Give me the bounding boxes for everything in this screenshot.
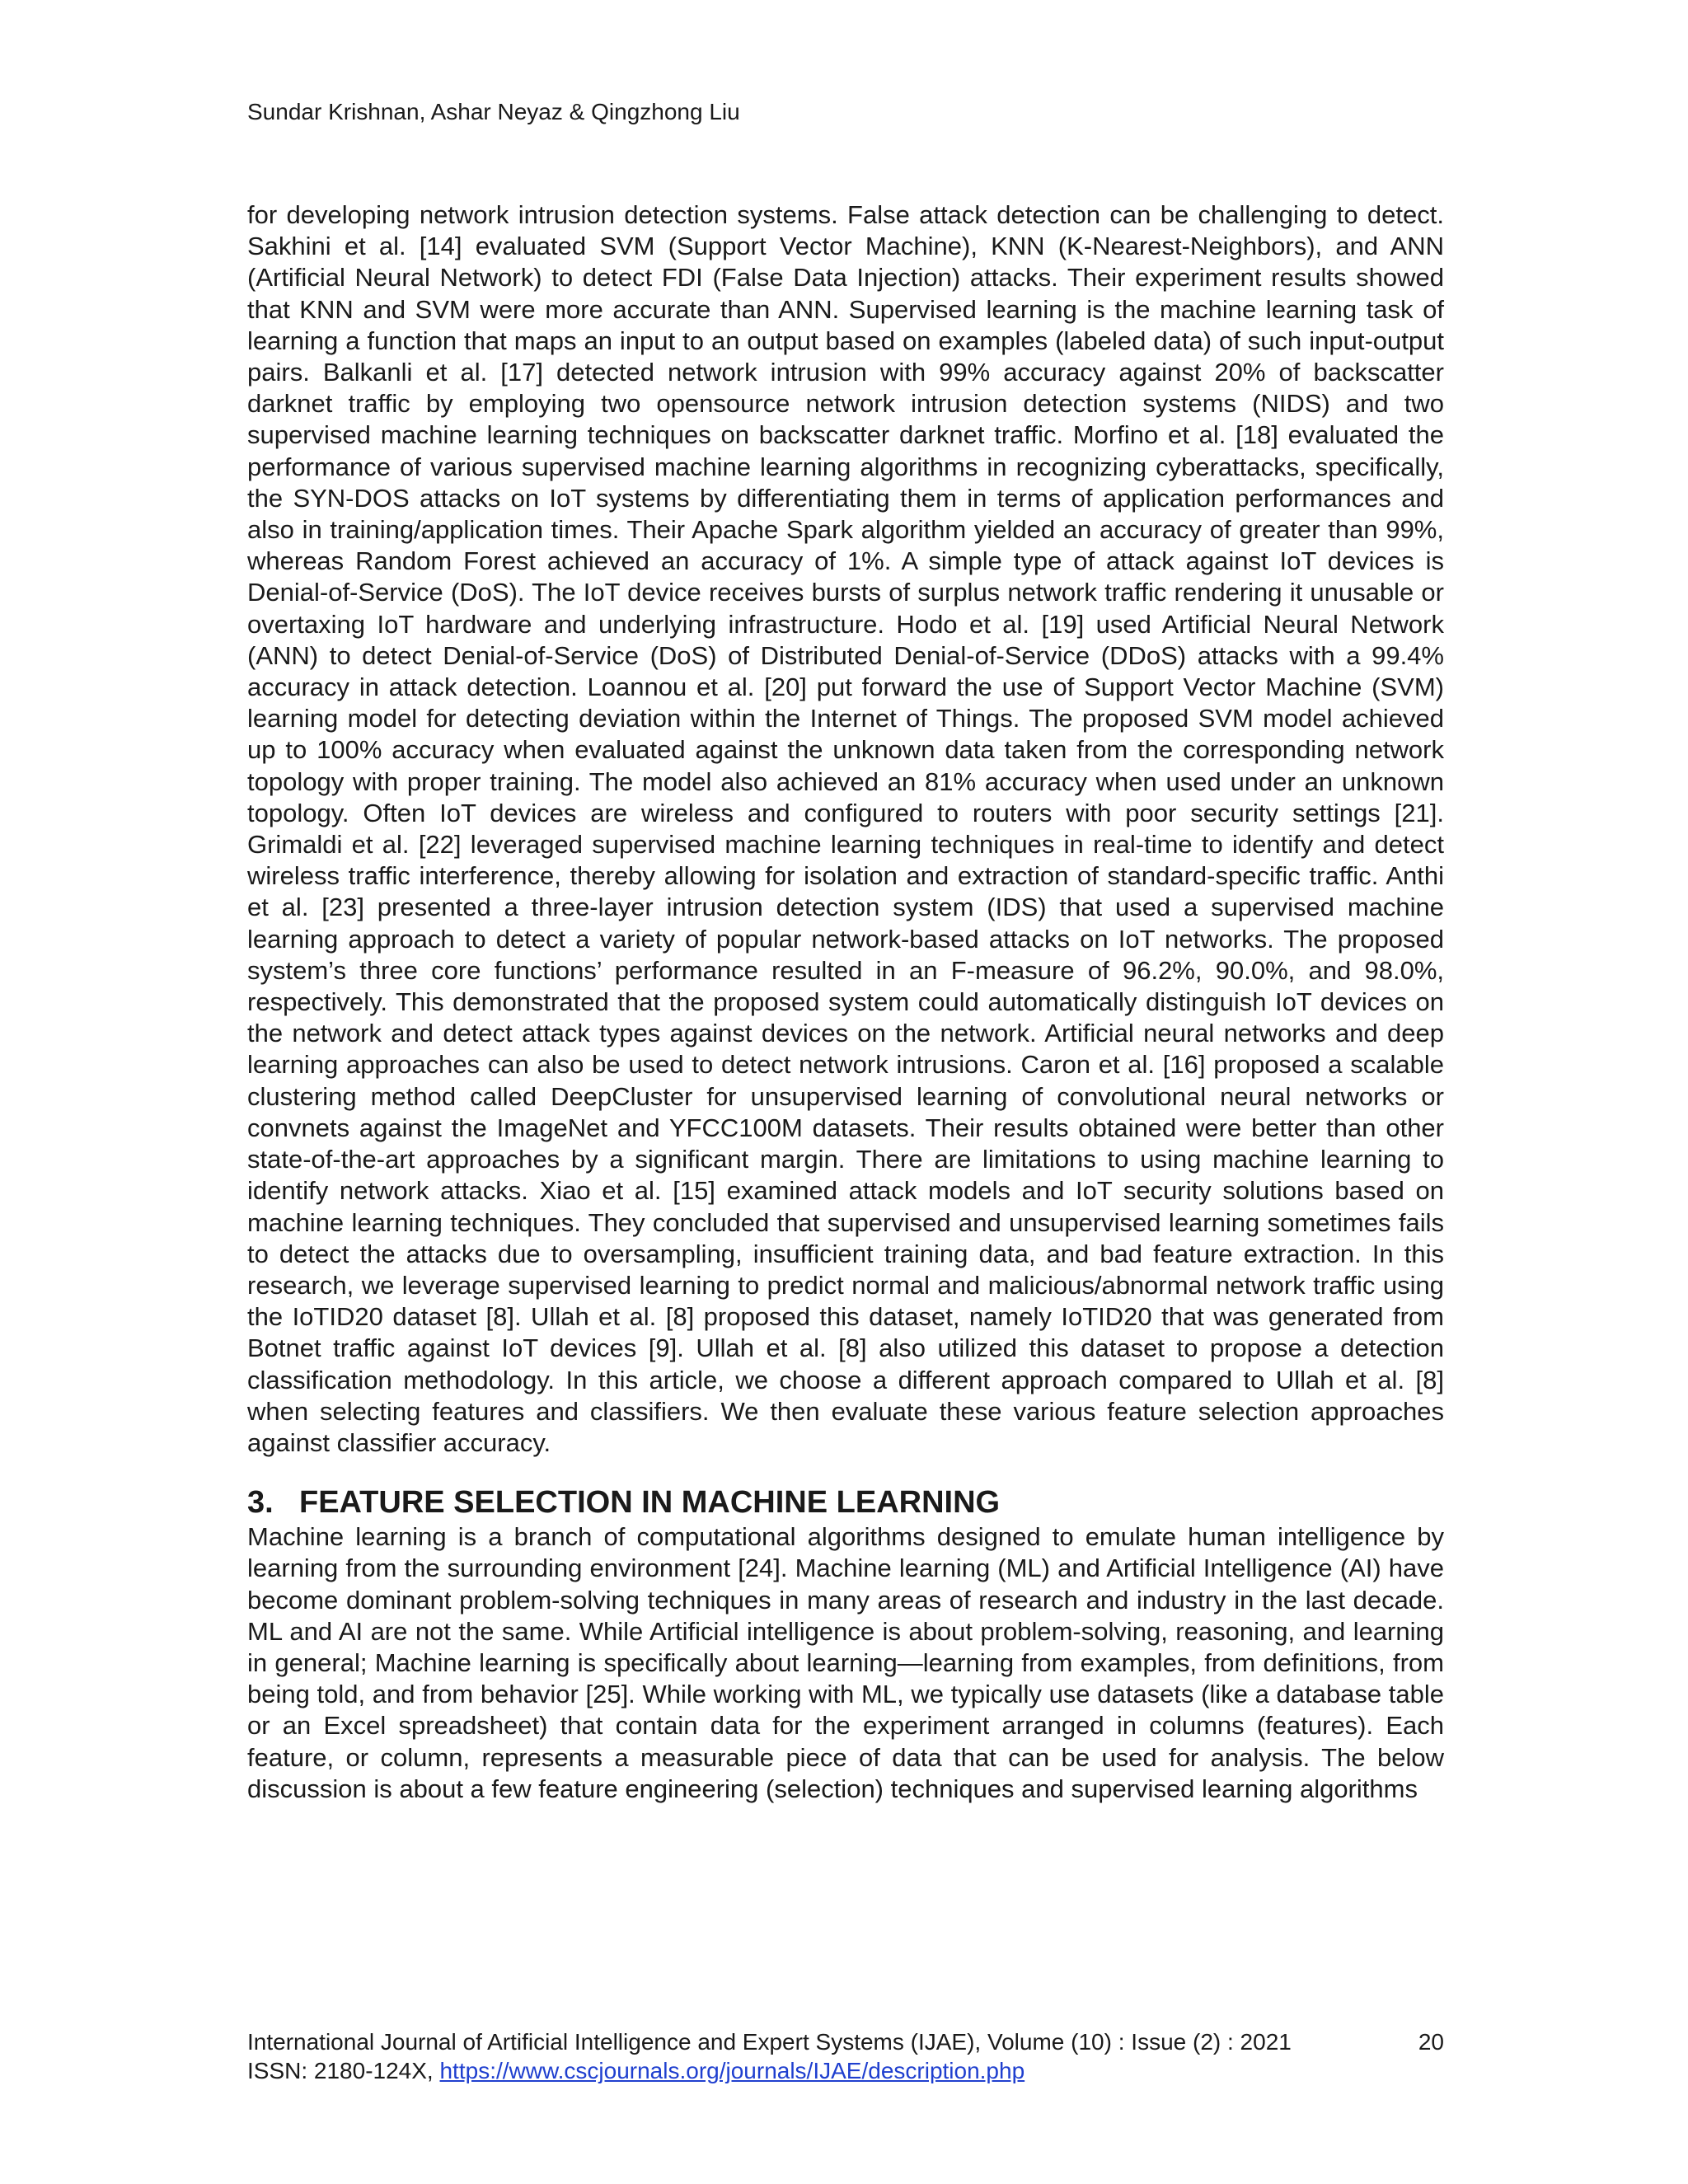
main-content: [247, 199, 1444, 1805]
body-paragraph-intro: for developing network intrusion detection systems. False attack detection can be challenging to detect. Sakhini et al. [14] evaluated SVM (Support Vector Machine), KNN (K-Nearest-Neighbors), and ANN (Artificial Neural Network) to detect FDI (False Data Injection) attacks. Their experiment results showed that KNN and SVM were more accurate than ANN. Supervised learning is the machine learning task of learning a function that maps an input to an output based on examples (labeled data) of such input-output pairs. Balkanli et al. [17] detected network intrusion with 99% accuracy against 20% of backscatter darknet traffic by employing two opensource network intrusion detection systems (NIDS) and two supervised machine learning techniques on backscatter darknet traffic. Morfino et al. [18] evaluated the performance of various supervised machine learning algorithms in recognizing cyberattacks, specifically, the SYN-DOS attacks on IoT systems by differentiating them in terms of application performances and also in training/application times. Their Apache Spark algorithm yielded an accuracy of greater than 99%, whereas Random Forest achieved an accuracy of 1%. A simple type of attack against IoT devices is Denial-of-Service (DoS). The IoT device receives bursts of surplus network traffic rendering it unusable or overtaxing IoT hardware and underlying infrastructure. Hodo et al. [19] used Artificial Neural Network (ANN) to detect Denial-of-Service (DoS) of Distributed Denial-of-Service (DDoS) attacks with a 99.4% accuracy in attack detection. Loannou et al. [20] put forward the use of Support Vector Machine (SVM) learning model for detecting deviation within the Internet of Things. The proposed SVM model achieved up to 100% accuracy when evaluated against the unknown data taken from the corresponding network topology with proper training. The model also achieved an 81% accuracy when used under an unknown topology. Often IoT devices are wireless and configured to routers with poor security settings [21]. Grimaldi et al. [22] leveraged supervised machine learning techniques in real-time to identify and detect wireless traffic interference, thereby allowing for isolation and extraction of standard-specific traffic. Anthi et al. [23] presented a three-layer intrusion detection system (IDS) that used a supervised machine learning approach to detect a variety of popular network-based attacks on IoT networks. The proposed system’s three core functions’ performance resulted in an F-measure of 96.2%, 90.0%, and 98.0%, respectively. This demonstrated that the proposed system could automatically distinguish IoT devices on the network and detect attack types against devices on the network. Artificial neural networks and deep learning approaches can also be used to detect network intrusions. Caron et al. [16] proposed a scalable clustering method called DeepCluster for unsupervised learning of convolutional neural networks or convnets against the ImageNet and YFCC100M datasets. Their results obtained were better than other state-of-the-art approaches by a significant margin. There are limitations to using machine learning to identify network attacks. Xiao et al. [15] examined attack models and IoT security solutions based on machine learning techniques. They concluded that supervised and unsupervised learning sometimes fails to detect the attacks due to oversampling, insufficient training data, and bad feature extraction. In this research, we leverage supervised learning to predict normal and malicious/abnormal network traffic using the IoTID20 dataset [8]. Ullah et al. [8] proposed this dataset, namely IoTID20 that was generated from Botnet traffic against IoT devices [9]. Ullah et al. [8] also utilized this dataset to propose a detection classification methodology. In this article, we choose a different approach compared to Ullah et al. [8] when selecting features and classifiers. We then evaluate these various feature selection approaches against classifier accuracy.: [247, 200, 1444, 1457]
footer-journal-citation: International Journal of Artificial Intelligence and Expert Systems (IJAE), Volume (10) : Issue (2) : 2021: [247, 2029, 1292, 2055]
section-title: FEATURE SELECTION IN MACHINE LEARNING: [299, 1485, 1001, 1521]
page-number: 20: [1418, 2029, 1444, 2055]
footer-issn: ISSN: 2180-124X,: [247, 2058, 440, 2083]
section-number: 3.: [247, 1485, 274, 1521]
section-heading: [247, 1483, 1444, 1521]
footer-issn-line: [247, 2056, 1444, 2085]
journal-description-link[interactable]: https://www.cscjournals.org/journals/IJAE/description.php: [439, 2058, 1025, 2083]
running-header-authors: Sundar Krishnan, Ashar Neyaz & Qingzhong Liu: [247, 99, 740, 124]
footer-journal-line: [247, 2027, 1444, 2056]
page-footer: [247, 2027, 1444, 2085]
body-paragraph-section-3: Machine learning is a branch of computational algorithms designed to emulate human intelligence by learning from the surrounding environment [24]. Machine learning (ML) and Artificial Intelligence (AI) have become dominant problem-solving techniques in many areas of research and industry in the last decade. ML and AI are not the same. While Artificial intelligence is about problem-solving, reasoning, and learning in general; Machine learning is specifically about learning—learning from examples, from definitions, from being told, and from behavior [25]. While working with ML, we typically use datasets (like a database table or an Excel spreadsheet) that contain data for the experiment arranged in columns (features). Each feature, or column, represents a measurable piece of data that can be used for analysis. The below discussion is about a few feature engineering (selection) techniques and supervised learning algorithms: [247, 1522, 1444, 1803]
